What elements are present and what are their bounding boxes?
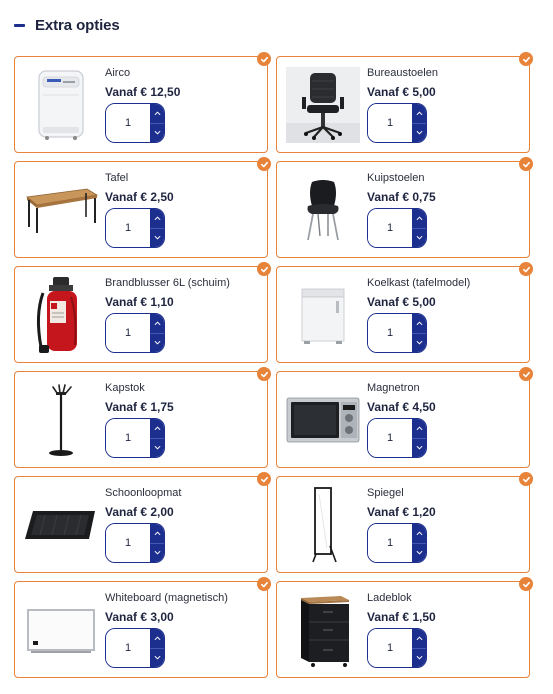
quantity-input[interactable] bbox=[106, 104, 150, 142]
chevron-up-icon bbox=[154, 426, 161, 431]
item-price: Vanaf € 12,50 bbox=[105, 85, 181, 99]
decrement-button[interactable] bbox=[412, 333, 426, 353]
chevron-up-icon bbox=[154, 111, 161, 116]
quantity-input[interactable] bbox=[368, 419, 412, 457]
option-card[interactable] bbox=[276, 266, 530, 363]
item-name: Koelkast (tafelmodel) bbox=[367, 277, 471, 289]
increment-button[interactable] bbox=[412, 629, 426, 648]
check-icon bbox=[519, 367, 533, 381]
quantity-input[interactable] bbox=[368, 104, 412, 142]
increment-button[interactable] bbox=[412, 524, 426, 543]
chevron-up-icon bbox=[416, 216, 423, 221]
fire-extinguisher-image bbox=[23, 275, 99, 355]
quantity-stepper[interactable] bbox=[367, 418, 427, 458]
decrement-button[interactable] bbox=[150, 648, 164, 668]
decrement-button[interactable] bbox=[150, 123, 164, 143]
check-icon bbox=[257, 52, 271, 66]
option-card[interactable] bbox=[276, 56, 530, 153]
chevron-up-icon bbox=[416, 636, 423, 641]
option-card[interactable] bbox=[14, 266, 268, 363]
item-name: Bureaustoelen bbox=[367, 67, 438, 79]
decrement-button[interactable] bbox=[150, 228, 164, 248]
decrement-button[interactable] bbox=[412, 123, 426, 143]
quantity-stepper[interactable] bbox=[367, 103, 427, 143]
chevron-up-icon bbox=[416, 531, 423, 536]
decrement-button[interactable] bbox=[412, 438, 426, 458]
item-price: Vanaf € 0,75 bbox=[367, 190, 436, 204]
increment-button[interactable] bbox=[150, 209, 164, 228]
item-price: Vanaf € 1,75 bbox=[105, 400, 174, 414]
option-card[interactable] bbox=[276, 371, 530, 468]
item-name: Brandblusser 6L (schuim) bbox=[105, 277, 230, 289]
item-price: Vanaf € 1,20 bbox=[367, 505, 436, 519]
item-price: Vanaf € 2,50 bbox=[105, 190, 174, 204]
check-icon bbox=[519, 262, 533, 276]
option-card[interactable] bbox=[276, 161, 530, 258]
office-chair-image bbox=[285, 65, 361, 145]
item-price: Vanaf € 5,00 bbox=[367, 295, 436, 309]
item-name: Kuipstoelen bbox=[367, 172, 425, 184]
item-name: Schoonloopmat bbox=[105, 487, 182, 499]
quantity-stepper[interactable] bbox=[105, 208, 165, 248]
item-price: Vanaf € 2,00 bbox=[105, 505, 174, 519]
section-title: Extra opties bbox=[35, 16, 120, 34]
chevron-down-icon bbox=[154, 445, 161, 450]
item-price: Vanaf € 5,00 bbox=[367, 85, 436, 99]
quantity-input[interactable] bbox=[368, 629, 412, 667]
decrement-button[interactable] bbox=[150, 333, 164, 353]
chevron-up-icon bbox=[154, 531, 161, 536]
increment-button[interactable] bbox=[150, 629, 164, 648]
item-name: Whiteboard (magnetisch) bbox=[105, 592, 228, 604]
chevron-up-icon bbox=[154, 216, 161, 221]
check-icon bbox=[519, 472, 533, 486]
chevron-down-icon bbox=[154, 550, 161, 555]
quantity-stepper[interactable] bbox=[105, 628, 165, 668]
quantity-stepper[interactable] bbox=[105, 418, 165, 458]
option-card[interactable] bbox=[276, 581, 530, 678]
item-name: Airco bbox=[105, 67, 131, 79]
increment-button[interactable] bbox=[150, 104, 164, 123]
chevron-down-icon bbox=[154, 655, 161, 660]
section-header[interactable] bbox=[14, 13, 120, 37]
check-icon bbox=[519, 157, 533, 171]
collapse-minus-icon[interactable] bbox=[14, 24, 25, 27]
option-card[interactable] bbox=[276, 476, 530, 573]
check-icon bbox=[257, 367, 271, 381]
quantity-stepper[interactable] bbox=[105, 103, 165, 143]
airco-image bbox=[23, 65, 99, 145]
option-card[interactable] bbox=[14, 581, 268, 678]
item-price: Vanaf € 4,50 bbox=[367, 400, 436, 414]
quantity-input[interactable] bbox=[368, 524, 412, 562]
chevron-down-icon bbox=[416, 340, 423, 345]
table-image bbox=[23, 170, 99, 250]
increment-button[interactable] bbox=[412, 314, 426, 333]
quantity-input[interactable] bbox=[106, 314, 150, 352]
chevron-up-icon bbox=[416, 321, 423, 326]
quantity-input[interactable] bbox=[106, 524, 150, 562]
quantity-input[interactable] bbox=[368, 314, 412, 352]
chevron-down-icon bbox=[416, 235, 423, 240]
quantity-input[interactable] bbox=[106, 629, 150, 667]
option-card[interactable] bbox=[14, 161, 268, 258]
quantity-input[interactable] bbox=[106, 419, 150, 457]
quantity-stepper[interactable] bbox=[105, 313, 165, 353]
check-icon bbox=[257, 262, 271, 276]
item-name: Tafel bbox=[105, 172, 129, 184]
check-icon bbox=[519, 577, 533, 591]
item-name: Kapstok bbox=[105, 382, 145, 394]
quantity-input[interactable] bbox=[368, 209, 412, 247]
mirror-image bbox=[285, 485, 361, 565]
option-card[interactable] bbox=[14, 371, 268, 468]
shell-chair-image bbox=[285, 170, 361, 250]
decrement-button[interactable] bbox=[150, 543, 164, 563]
quantity-stepper[interactable] bbox=[367, 208, 427, 248]
whiteboard-image bbox=[23, 590, 99, 670]
microwave-image bbox=[285, 380, 361, 460]
chevron-up-icon bbox=[154, 636, 161, 641]
increment-button[interactable] bbox=[150, 419, 164, 438]
quantity-stepper[interactable] bbox=[105, 523, 165, 563]
doormat-image bbox=[23, 485, 99, 565]
item-price: Vanaf € 1,10 bbox=[105, 295, 174, 309]
chevron-up-icon bbox=[416, 111, 423, 116]
increment-button[interactable] bbox=[412, 209, 426, 228]
option-card[interactable] bbox=[14, 476, 268, 573]
options-grid bbox=[14, 56, 530, 678]
decrement-button[interactable] bbox=[412, 648, 426, 668]
check-icon bbox=[519, 52, 533, 66]
item-price: Vanaf € 1,50 bbox=[367, 610, 436, 624]
item-price: Vanaf € 3,00 bbox=[105, 610, 174, 624]
chevron-down-icon bbox=[416, 655, 423, 660]
decrement-button[interactable] bbox=[412, 543, 426, 563]
increment-button[interactable] bbox=[150, 524, 164, 543]
option-card[interactable] bbox=[14, 56, 268, 153]
item-name: Magnetron bbox=[367, 382, 420, 394]
chevron-down-icon bbox=[154, 130, 161, 135]
chevron-down-icon bbox=[416, 550, 423, 555]
item-name: Ladeblok bbox=[367, 592, 412, 604]
chevron-up-icon bbox=[416, 426, 423, 431]
decrement-button[interactable] bbox=[150, 438, 164, 458]
item-name: Spiegel bbox=[367, 487, 404, 499]
chevron-up-icon bbox=[154, 321, 161, 326]
drawer-unit-image bbox=[285, 590, 361, 670]
fridge-image bbox=[285, 275, 361, 355]
quantity-stepper[interactable] bbox=[367, 628, 427, 668]
increment-button[interactable] bbox=[150, 314, 164, 333]
decrement-button[interactable] bbox=[412, 228, 426, 248]
quantity-input[interactable] bbox=[106, 209, 150, 247]
increment-button[interactable] bbox=[412, 104, 426, 123]
check-icon bbox=[257, 577, 271, 591]
check-icon bbox=[257, 472, 271, 486]
quantity-stepper[interactable] bbox=[367, 523, 427, 563]
chevron-down-icon bbox=[416, 130, 423, 135]
check-icon bbox=[257, 157, 271, 171]
chevron-down-icon bbox=[416, 445, 423, 450]
increment-button[interactable] bbox=[412, 419, 426, 438]
quantity-stepper[interactable] bbox=[367, 313, 427, 353]
coat-rack-image bbox=[23, 380, 99, 460]
chevron-down-icon bbox=[154, 340, 161, 345]
chevron-down-icon bbox=[154, 235, 161, 240]
